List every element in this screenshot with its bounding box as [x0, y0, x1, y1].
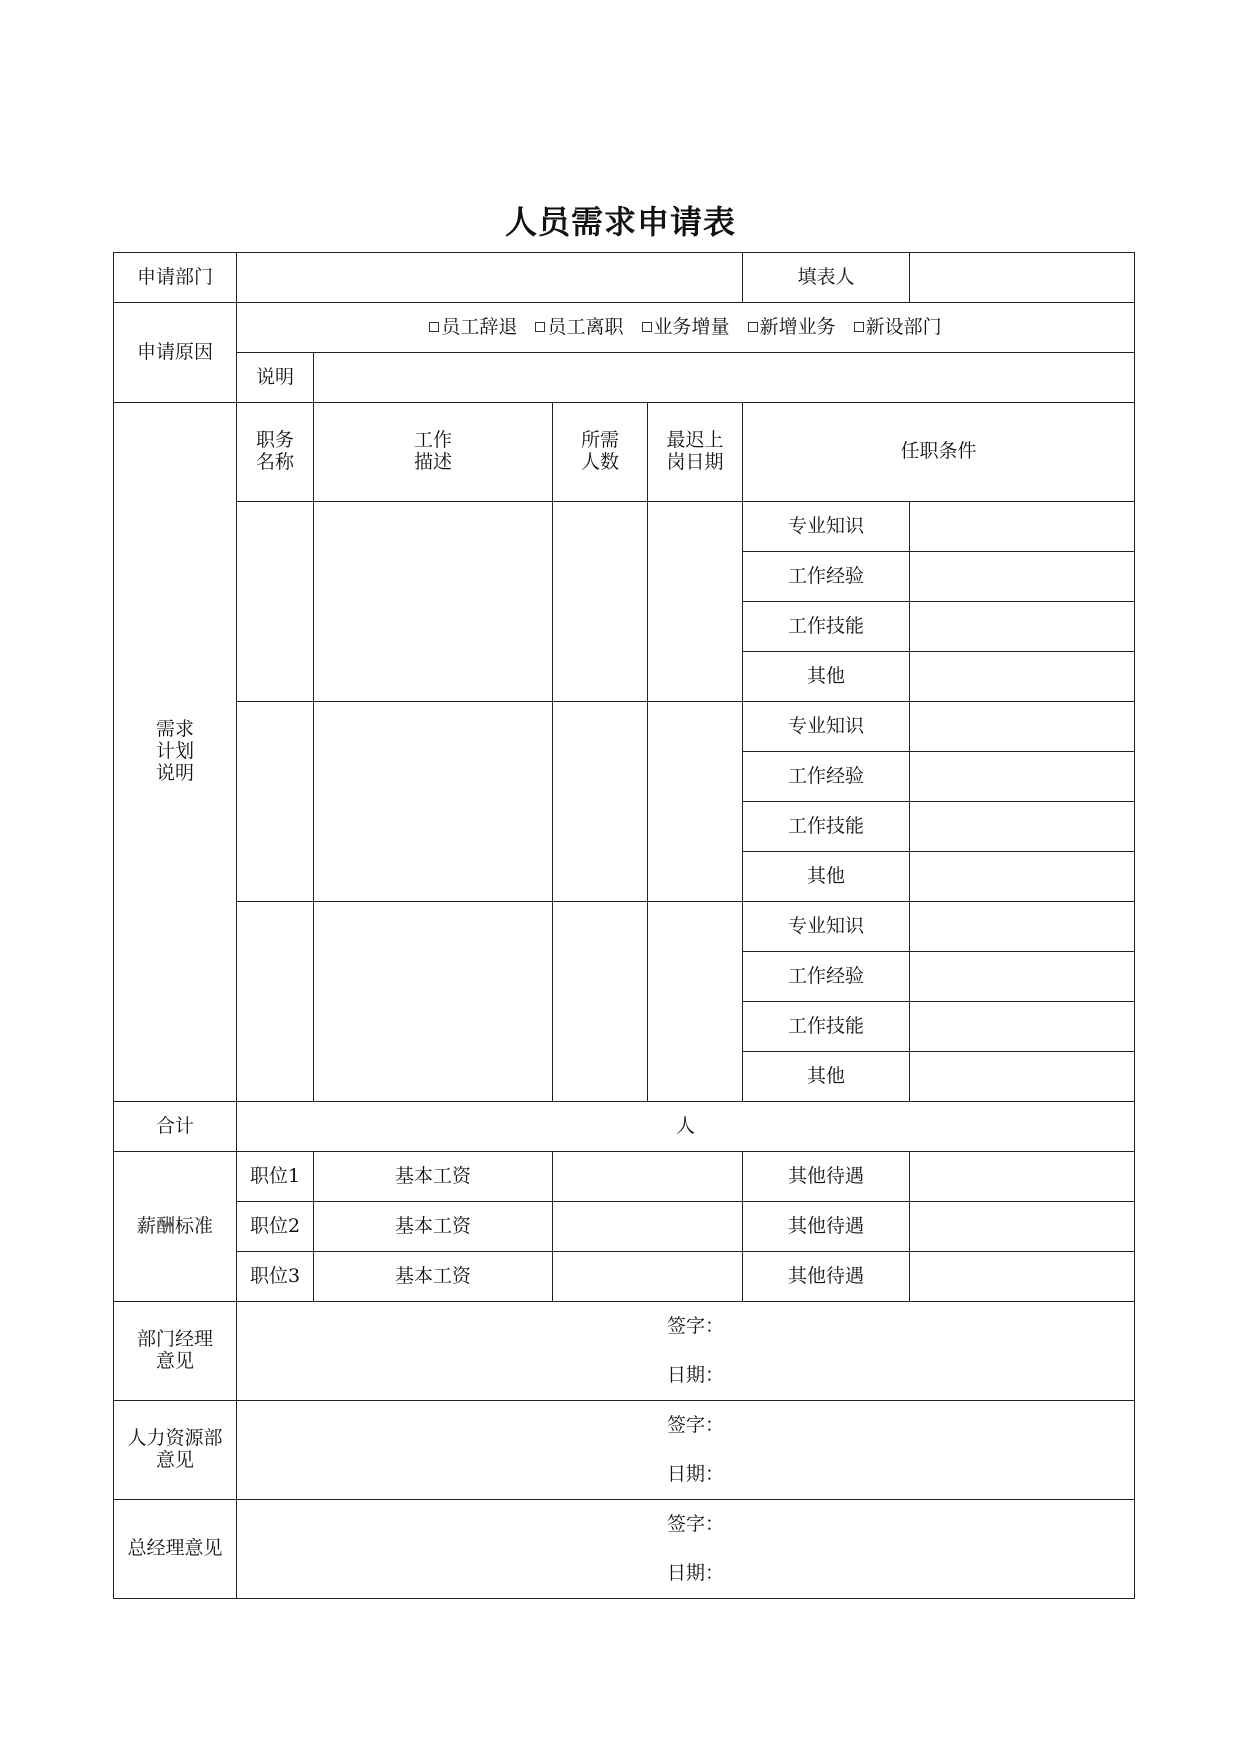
salary-other-label: 其他待遇: [743, 1152, 910, 1202]
salary-label: 薪酬标准: [114, 1152, 237, 1302]
reason-label: 申请原因: [114, 303, 237, 403]
date-label: 日期：: [667, 1463, 725, 1485]
salary-base-field[interactable]: [553, 1252, 743, 1302]
req-label: 工作技能: [743, 802, 910, 852]
salary-position: 职位3: [237, 1252, 314, 1302]
req-field[interactable]: [910, 752, 1135, 802]
plan-position-cell[interactable]: [237, 902, 314, 1102]
total-field[interactable]: [237, 1102, 1135, 1152]
total-label: 合计: [114, 1102, 237, 1152]
req-label: 工作技能: [743, 602, 910, 652]
req-field[interactable]: [910, 952, 1135, 1002]
req-field[interactable]: [910, 502, 1135, 552]
plan-description-cell[interactable]: [314, 502, 553, 702]
col-header-position: 职务 名称: [237, 403, 314, 502]
salary-position: 职位2: [237, 1202, 314, 1252]
plan-position-cell[interactable]: [237, 502, 314, 702]
approval-label-hr: 人力资源部 意见: [114, 1401, 237, 1500]
approval-field-dept-manager[interactable]: [237, 1302, 1135, 1401]
reason-option[interactable]: 员工辞退: [429, 316, 517, 338]
reason-option[interactable]: 业务增量: [642, 316, 730, 338]
signature-label: 签字：: [667, 1513, 725, 1535]
checkbox-icon[interactable]: [535, 322, 545, 332]
reason-option[interactable]: 员工离职: [535, 316, 623, 338]
plan-headcount-cell[interactable]: [553, 702, 648, 902]
reason-options: [237, 303, 1135, 353]
req-label: 其他: [743, 652, 910, 702]
approval-field-gm[interactable]: [237, 1500, 1135, 1599]
plan-description-cell[interactable]: [314, 902, 553, 1102]
req-field[interactable]: [910, 1052, 1135, 1102]
checkbox-icon[interactable]: [642, 322, 652, 332]
salary-base-field[interactable]: [553, 1202, 743, 1252]
approval-label-dept-manager: 部门经理 意见: [114, 1302, 237, 1401]
signature-label: 签字：: [667, 1315, 725, 1337]
salary-other-label: 其他待遇: [743, 1202, 910, 1252]
plan-label: 需求 计划 说明: [114, 403, 237, 1102]
requisition-form-table: [113, 252, 1135, 1599]
salary-other-field[interactable]: [910, 1152, 1135, 1202]
col-header-description: 工作 描述: [314, 403, 553, 502]
checkbox-icon[interactable]: [429, 322, 439, 332]
req-label: 专业知识: [743, 902, 910, 952]
req-label: 专业知识: [743, 702, 910, 752]
req-field[interactable]: [910, 652, 1135, 702]
dept-field[interactable]: [237, 253, 743, 303]
req-field[interactable]: [910, 802, 1135, 852]
salary-other-field[interactable]: [910, 1202, 1135, 1252]
req-field[interactable]: [910, 902, 1135, 952]
checkbox-icon[interactable]: [854, 322, 864, 332]
dept-label: 申请部门: [114, 253, 237, 303]
plan-date-cell[interactable]: [648, 702, 743, 902]
salary-position: 职位1: [237, 1152, 314, 1202]
req-label: 其他: [743, 852, 910, 902]
approval-field-hr[interactable]: [237, 1401, 1135, 1500]
req-label: 其他: [743, 1052, 910, 1102]
req-label: 工作经验: [743, 952, 910, 1002]
plan-description-cell[interactable]: [314, 702, 553, 902]
date-label: 日期：: [667, 1364, 725, 1386]
salary-other-label: 其他待遇: [743, 1252, 910, 1302]
req-label: 专业知识: [743, 502, 910, 552]
plan-position-cell[interactable]: [237, 702, 314, 902]
col-header-requirements: 任职条件: [743, 403, 1135, 502]
req-label: 工作经验: [743, 552, 910, 602]
req-field[interactable]: [910, 552, 1135, 602]
salary-base-label: 基本工资: [314, 1202, 553, 1252]
approval-label-gm: 总经理意见: [114, 1500, 237, 1599]
reason-note-label: 说明: [237, 353, 314, 403]
col-header-date: 最迟上 岗日期: [648, 403, 743, 502]
salary-base-label: 基本工资: [314, 1152, 553, 1202]
plan-headcount-cell[interactable]: [553, 502, 648, 702]
col-header-headcount: 所需 人数: [553, 403, 648, 502]
req-field[interactable]: [910, 602, 1135, 652]
req-label: 工作经验: [743, 752, 910, 802]
checkbox-icon[interactable]: [748, 322, 758, 332]
reason-option[interactable]: 新设部门: [854, 316, 942, 338]
plan-date-cell[interactable]: [648, 502, 743, 702]
plan-date-cell[interactable]: [648, 902, 743, 1102]
page-title: 人员需求申请表: [504, 203, 736, 241]
filler-field[interactable]: [910, 253, 1135, 303]
req-field[interactable]: [910, 852, 1135, 902]
date-label: 日期：: [667, 1562, 725, 1584]
salary-other-field[interactable]: [910, 1252, 1135, 1302]
req-field[interactable]: [910, 702, 1135, 752]
reason-option[interactable]: 新增业务: [748, 316, 836, 338]
total-unit: 人: [676, 1114, 696, 1137]
signature-label: 签字：: [667, 1414, 725, 1436]
salary-base-field[interactable]: [553, 1152, 743, 1202]
req-label: 工作技能: [743, 1002, 910, 1052]
salary-base-label: 基本工资: [314, 1252, 553, 1302]
filler-label: 填表人: [743, 253, 910, 303]
plan-headcount-cell[interactable]: [553, 902, 648, 1102]
reason-note-field[interactable]: [314, 353, 1135, 403]
req-field[interactable]: [910, 1002, 1135, 1052]
